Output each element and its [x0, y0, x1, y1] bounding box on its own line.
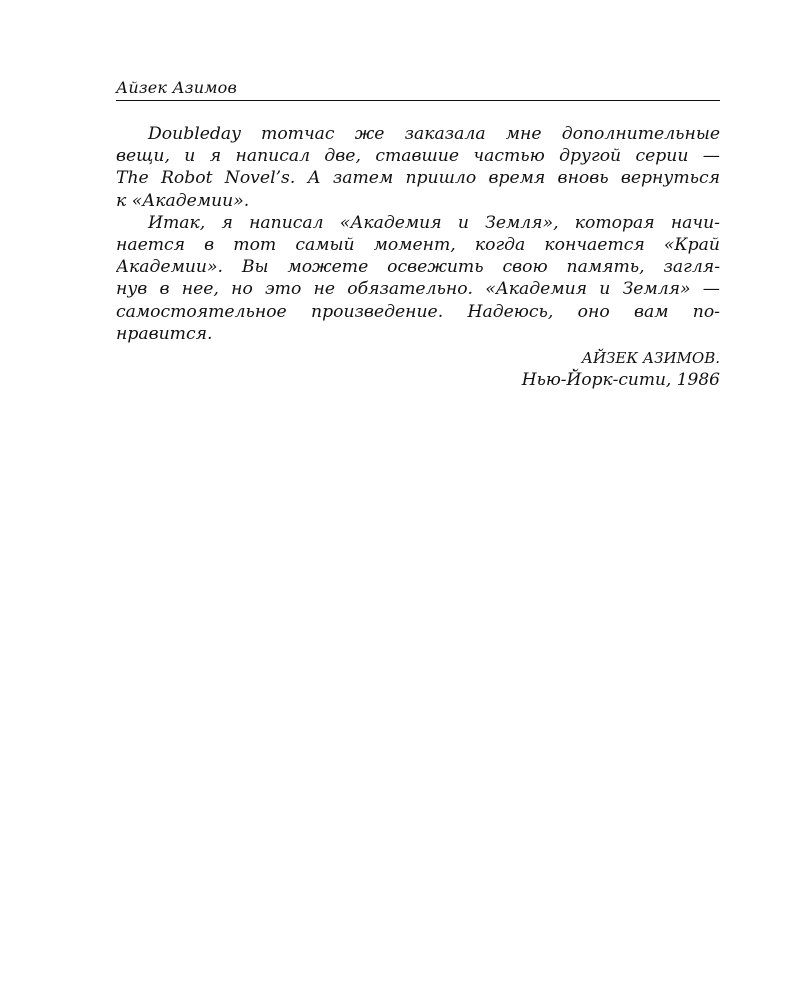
signature-block [116, 347, 720, 391]
text-line: The Robot Novel’s. А затем пришло время вновь вернуться [116, 168, 720, 189]
running-header-author: Айзек Азимов [116, 78, 238, 97]
paragraph [116, 123, 720, 212]
text-line: к «Академии». [116, 190, 250, 211]
text-line: Академии». Вы можете освежить свою память, загля- [116, 257, 720, 278]
signature-name: АЙЗЕК АЗИМОВ. [581, 349, 720, 367]
text-line: самостоятельное произведение. Надеюсь, оно вам по- [116, 301, 720, 322]
text-line: Итак, я написал «Академия и Земля», которая начи- [148, 212, 720, 233]
text-line: Doubleday тотчас же заказала мне дополнительные [148, 124, 720, 144]
text-line: вещи, и я написал две, ставшие частью другой серии — [116, 146, 720, 167]
text-line: нравится. [116, 323, 213, 344]
signature-place-year: Нью-Йорк-сити, 1986 [521, 370, 720, 390]
body-text [116, 123, 720, 345]
text-line: нув в нее, но это не обязательно. «Академия и Земля» — [116, 279, 720, 300]
text-line: нается в тот самый момент, когда кончается «Край [116, 234, 720, 255]
paragraph [116, 212, 720, 345]
running-header [116, 76, 720, 101]
